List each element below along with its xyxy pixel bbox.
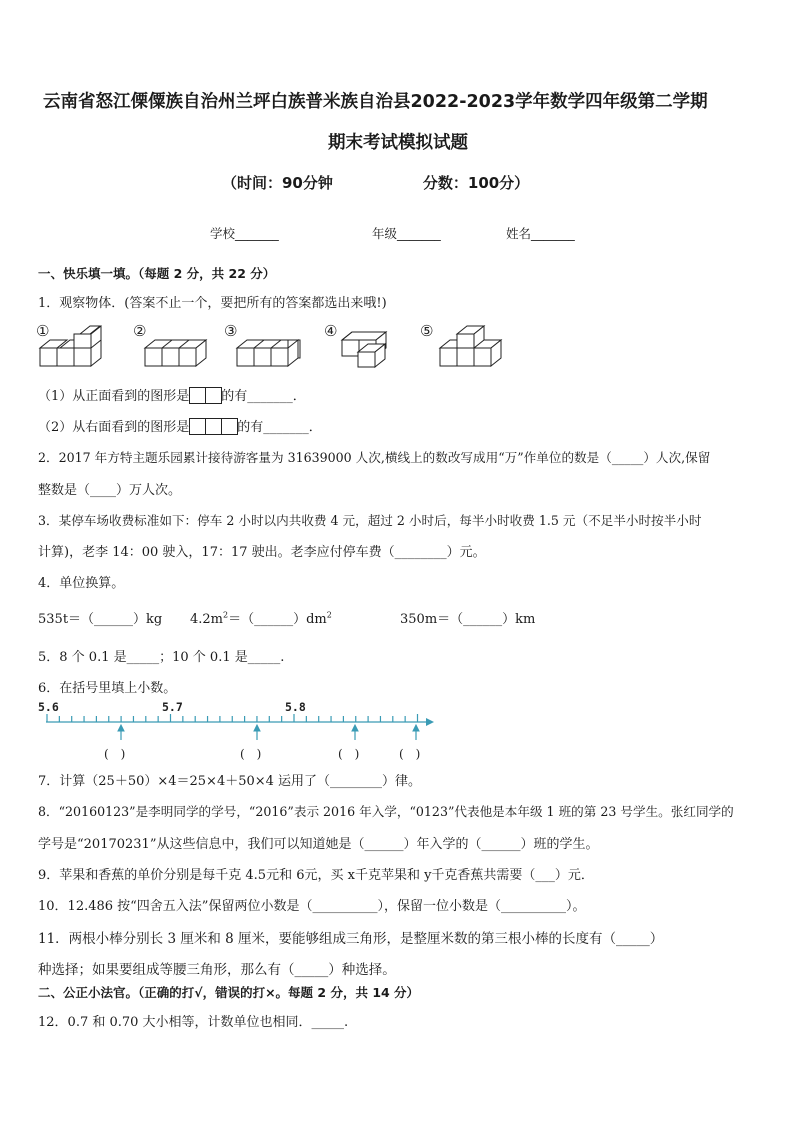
question-5: 5．8 个 0.1 是_____；10 个 0.1 是_____.: [38, 650, 285, 665]
grade-field: 年级_______: [372, 226, 441, 241]
name-field: 姓名_______: [506, 226, 575, 241]
question-4-b: [190, 608, 332, 627]
figure-2-cubes: [145, 340, 206, 366]
q1-1-prefix: （1）从正面看到的图形是: [38, 389, 190, 404]
question-2-line-1: 2．2017 年方特主题乐园累计接待游客量为 31639000 人次,横线上的数改写成用“万”作单位的数是（_____）人次,保留: [38, 450, 711, 465]
arrow-4: [413, 725, 419, 731]
q1-2-suffix: 的有_______．: [237, 420, 322, 435]
figure-label-1: ①: [36, 322, 50, 340]
right-view-shape: [189, 420, 237, 435]
figure-3-cubes: [237, 340, 300, 366]
time-score: （时间：90分钟 分数：100分）: [222, 174, 530, 192]
q1-2-prefix: （2）从右面看到的图形是: [38, 420, 190, 435]
arrow-1: [118, 725, 124, 731]
number-line: [30, 696, 450, 766]
question-12: 12．0.7 和 0.70 大小相等，计数单位也相同．_____.: [38, 1015, 349, 1030]
q1-1-suffix: 的有_______．: [221, 389, 306, 404]
question-6: 6．在括号里填上小数。: [38, 681, 177, 696]
section-1-heading: 一、快乐填一填。（每题 2 分，共 22 分）: [38, 266, 276, 281]
tick-label-5-7: 5.7: [162, 700, 183, 714]
q4-b-exponent-2: 2: [326, 610, 332, 620]
question-1-1: [38, 385, 306, 404]
front-view-shape: [189, 389, 221, 404]
question-3-line-1: 3．某停车场收费标准如下：停车 2 小时以内共收费 4 元，超过 2 小时后，每半小时收费 1.5 元（不足半小时按半小时: [38, 513, 702, 528]
figure-label-2: ②: [133, 322, 147, 340]
figure-label-5: ⑤: [420, 322, 434, 340]
blank-2: ( ): [240, 747, 262, 761]
figure-label-4: ④: [324, 322, 338, 340]
q4-b-value: 4.2m: [190, 612, 224, 627]
q4-b-exponent: 2: [223, 610, 229, 620]
section-2-heading: 二、公正小法官。（正确的打√，错误的打×。每题 2 分，共 14 分）: [38, 985, 420, 1000]
title-line-2: 期末考试模拟试题: [328, 133, 468, 153]
question-10: 10．12.486 按“四舍五入法”保留两位小数是（__________），保留一位小数是（__________）。: [38, 899, 586, 914]
q4-b-conversion: ＝（______）dm: [228, 612, 327, 627]
school-field: 学校_______: [210, 226, 279, 241]
question-8-line-2: 学号是“20170231”从这些信息中，我们可以知道她是（______）年入学的（______）班的学生。: [38, 837, 599, 852]
question-4: 4．单位换算。: [38, 576, 125, 591]
question-3-line-2: 计算)，老李 14：00 驶入，17：17 驶出。老李应付停车费（________）元。: [38, 545, 486, 560]
question-9: 9．苹果和香蕉的单价分别是每千克 4.5元和 6元，买 x千克苹果和 y千克香蕉共需要（___）元．: [38, 868, 594, 883]
question-1-2: [38, 416, 322, 435]
figure-4-cubes: [342, 332, 386, 367]
question-1: 1．观察物体．(答案不止一个，要把所有的答案都选出来哦!): [38, 296, 387, 311]
question-4-a: 535t＝（______）kg: [38, 612, 163, 627]
tick-label-5-6: 5.6: [38, 700, 59, 714]
question-11-line-2: 种选择；如果要组成等腰三角形，那么有（_____）种选择。: [38, 962, 396, 978]
question-7: 7．计算（25＋50）×4＝25×4＋50×4 运用了（________）律。: [38, 774, 422, 789]
title-line-1: 云南省怒江傈僳族自治州兰坪白族普米族自治县2022-2023学年数学四年级第二学期: [43, 92, 708, 112]
blank-3: ( ): [338, 747, 360, 761]
arrow-2: [254, 725, 260, 731]
question-4-c: 350m＝（______）km: [400, 612, 536, 627]
arrow-3: [352, 725, 358, 731]
question-8-line-1: 8．“20160123”是李明同学的学号，“2016”表示 2016 年入学，“0123”代表他是本年级 1 班的第 23 号学生。张红同学的: [38, 804, 734, 819]
number-line-arrowhead: [426, 718, 434, 726]
figure-label-3: ③: [224, 322, 238, 340]
cube-figures: [30, 318, 510, 370]
figure-5-cubes: [440, 326, 501, 366]
blank-4: ( ): [399, 747, 421, 761]
question-11-line-1: 11．两根小棒分别长 3 厘米和 8 厘米，要能够组成三角形，是整厘米数的第三根小棒的长度有（_____）: [38, 931, 664, 947]
tick-label-5-8: 5.8: [285, 700, 306, 714]
blank-1: ( ): [104, 747, 126, 761]
question-2-line-2: 整数是（____）万人次。: [38, 483, 182, 498]
